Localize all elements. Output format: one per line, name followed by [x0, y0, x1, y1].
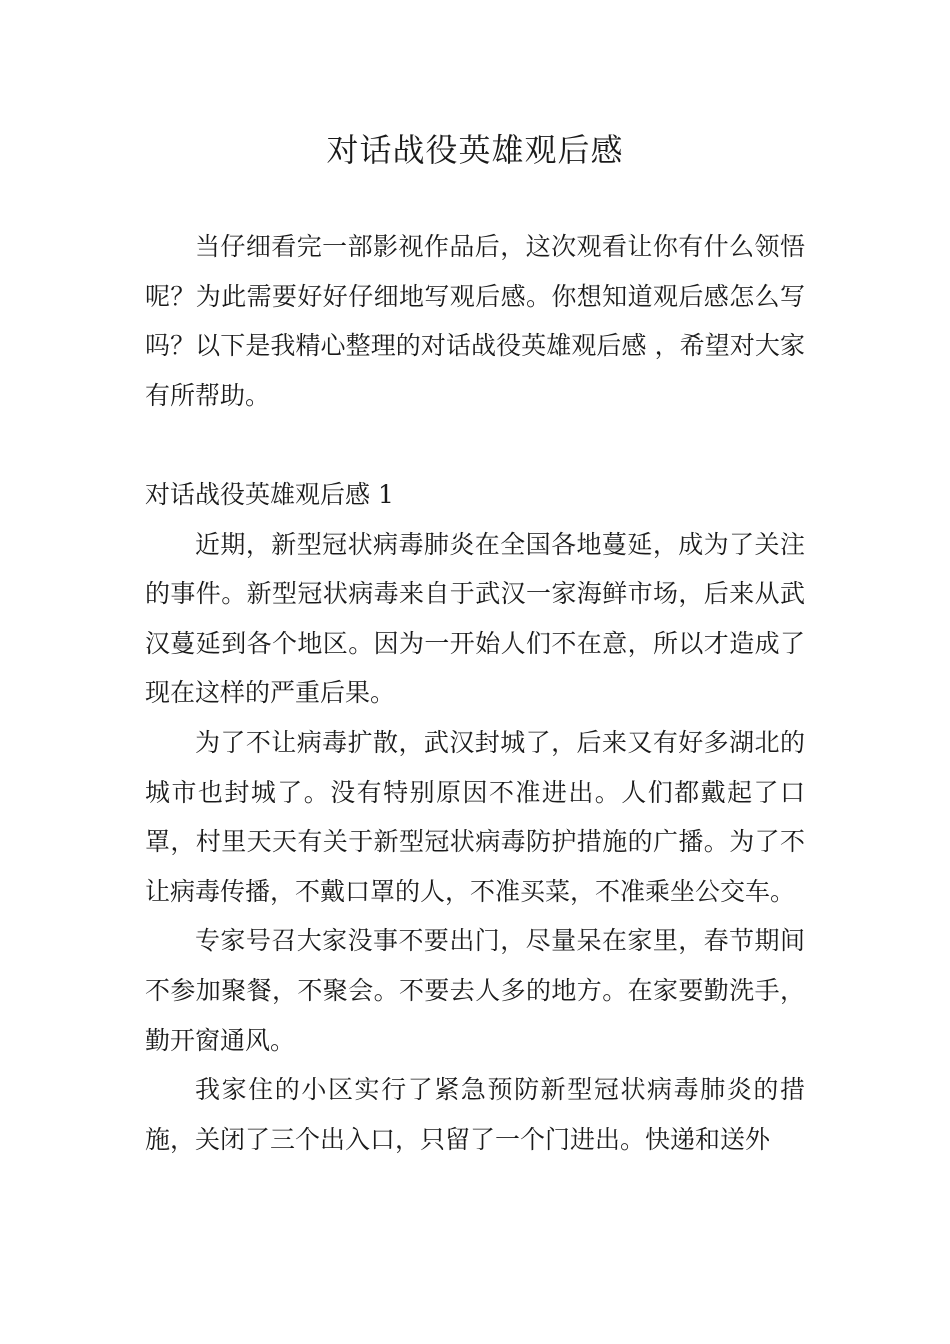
document-body	[145, 222, 805, 1164]
body-paragraph-1: 近期，新型冠状病毒肺炎在全国各地蔓延，成为了关注的事件。新型冠状病毒来自于武汉一家海鲜市场，后来从武汉蔓延到各个地区。因为一开始人们不在意，所以才造成了现在这样的严重后果。	[145, 529, 805, 708]
intro-paragraph: 当仔细看完一部影视作品后，这次观看让你有什么领悟呢？为此需要好好仔细地写观后感。你想知道观后感怎么写吗？以下是我精心整理的对话战役英雄观后感 ，希望对大家有所帮助。	[145, 232, 805, 410]
section-heading: 对话战役英雄观后感 1	[145, 479, 394, 509]
document-title: 对话战役英雄观后感	[326, 131, 624, 169]
body-paragraph-2: 为了不让病毒扩散，武汉封城了，后来又有好多湖北的城市也封城了。没有特别原因不准进出。人们都戴起了口罩，村里天天有关于新型冠状病毒防护措施的广播。为了不让病毒传播，不戴口罩的人，不准买菜，不准乘坐公交车。	[145, 727, 805, 906]
body-paragraph-3: 专家号召大家没事不要出门，尽量呆在家里，春节期间不参加聚餐，不聚会。不要去人多的地方。在家要勤洗手，勤开窗通风。	[145, 926, 805, 1055]
paragraph-spacer	[145, 420, 805, 470]
body-paragraph-4: 我家住的小区实行了紧急预防新型冠状病毒肺炎的措施，关闭了三个出入口，只留了一个门进出。快递和送外	[145, 1075, 805, 1154]
